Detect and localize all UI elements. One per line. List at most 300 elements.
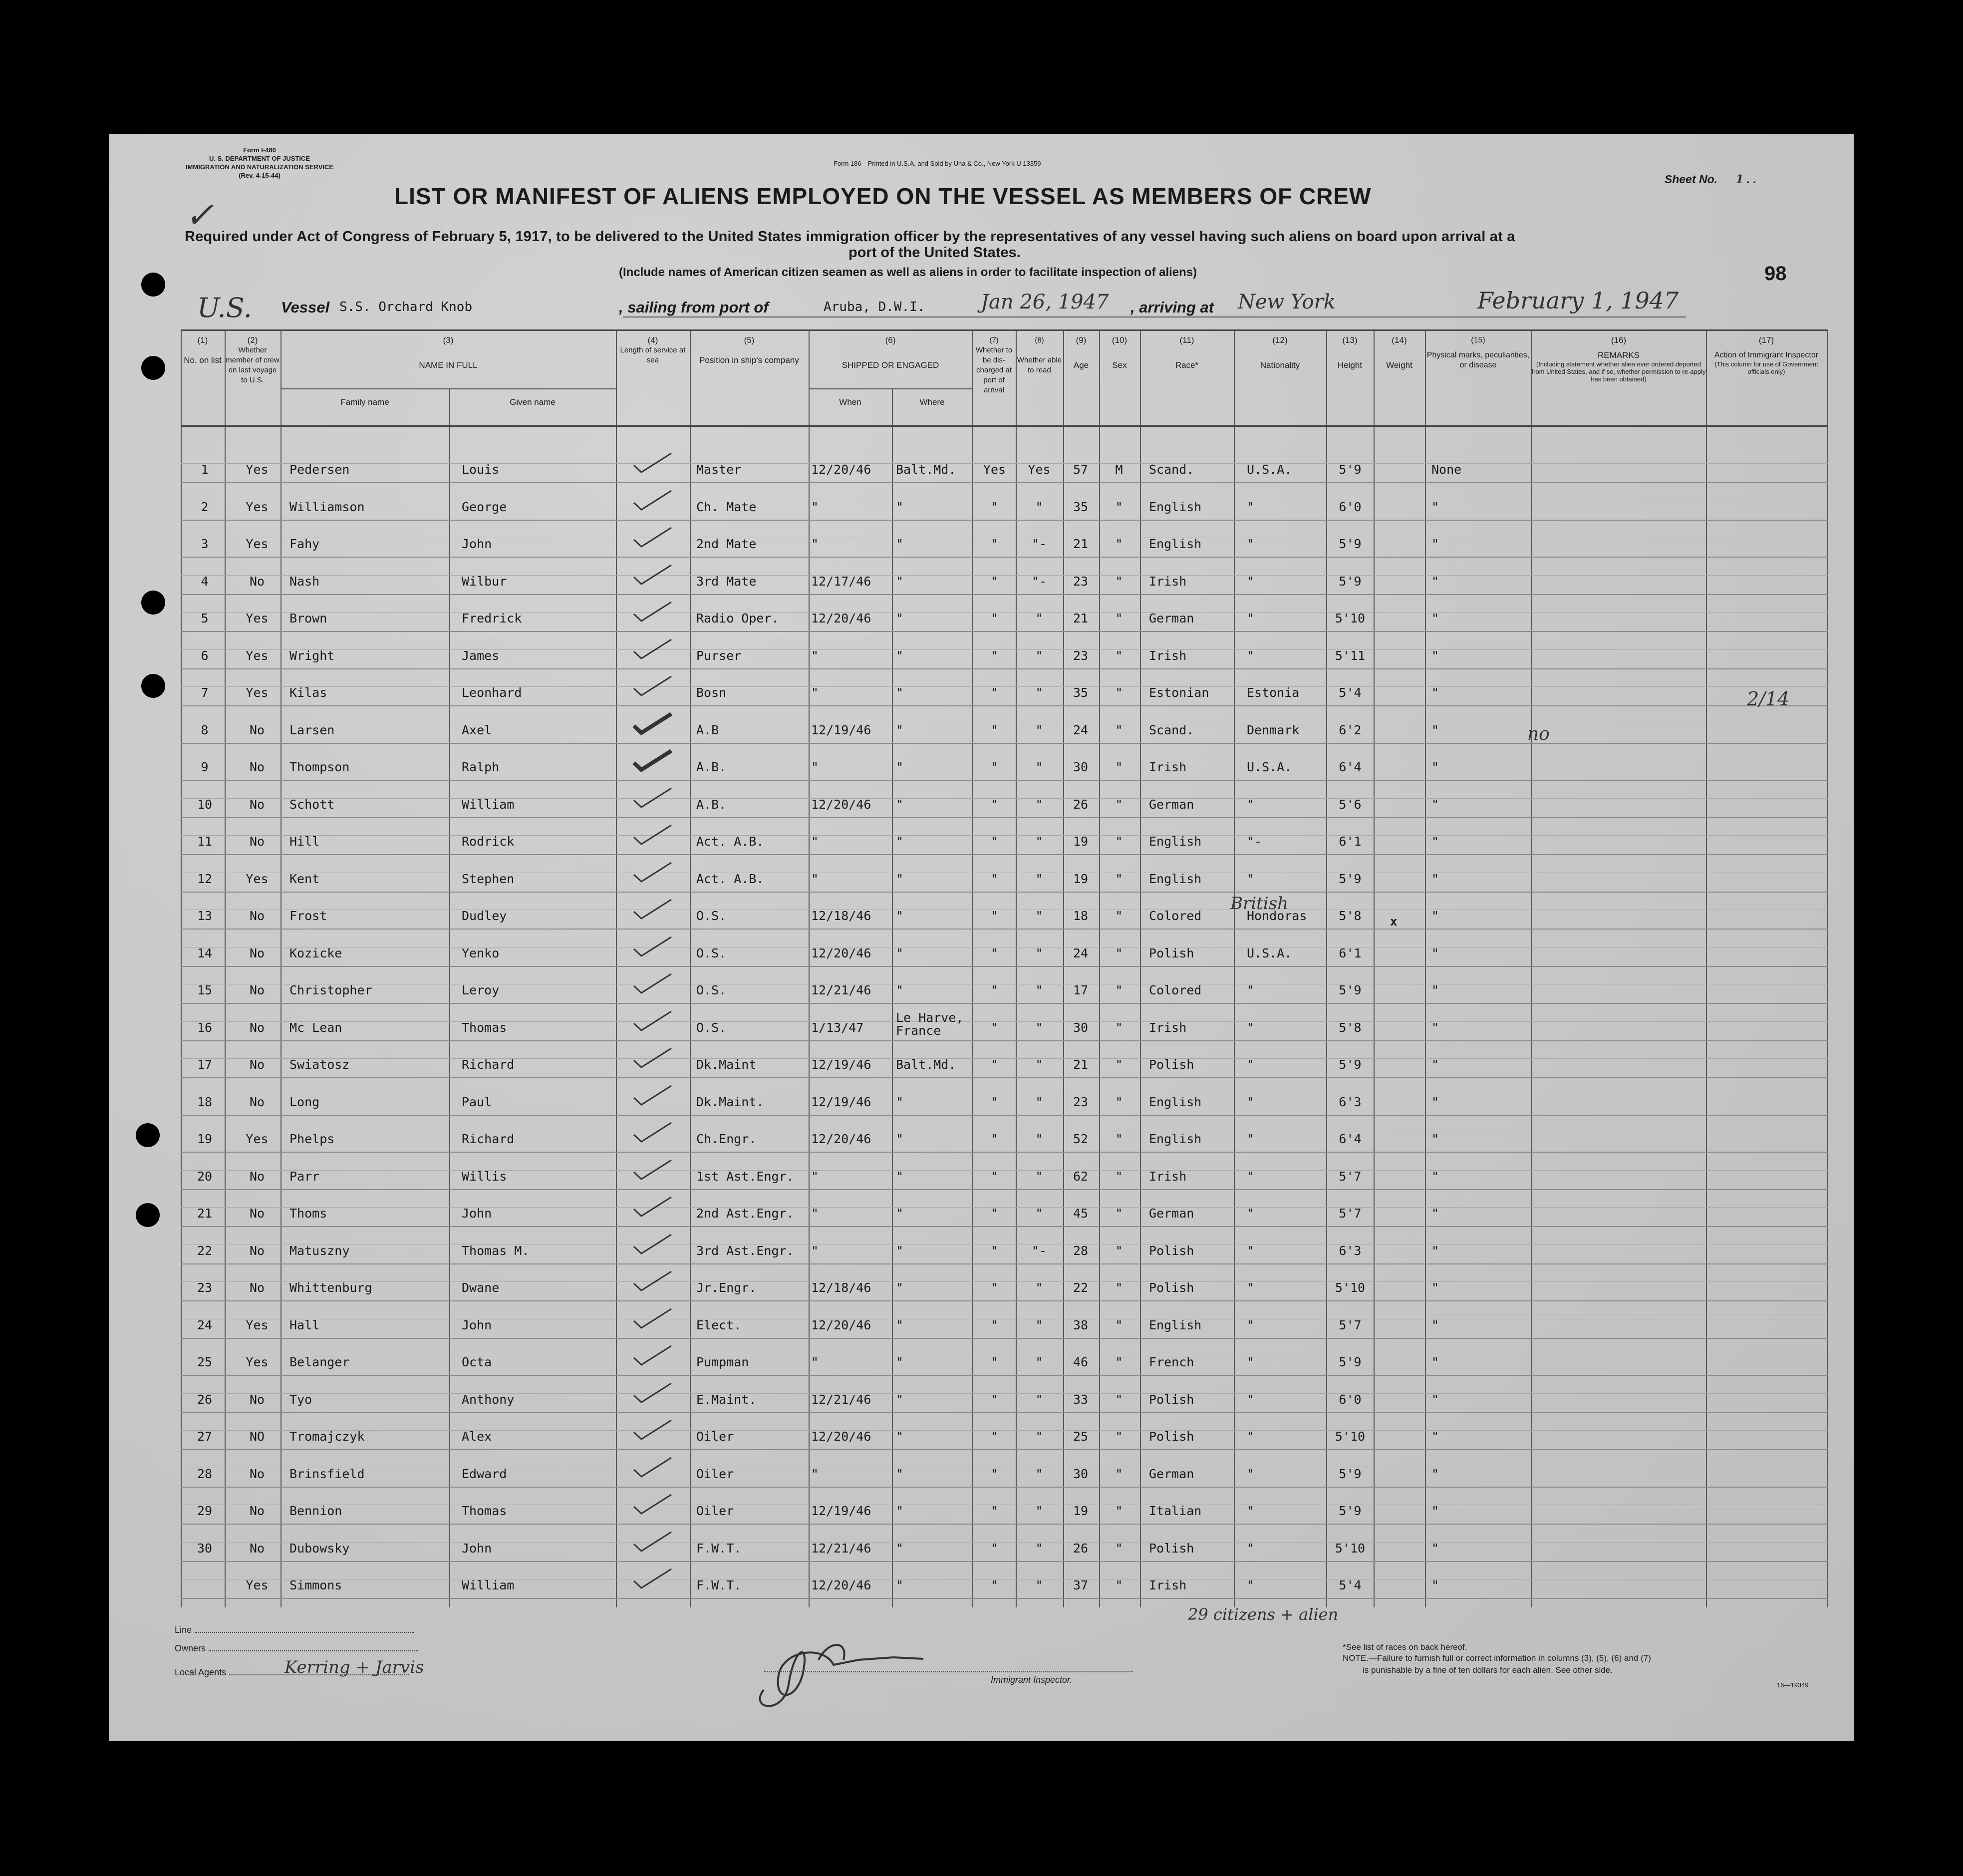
cell-age: 23 bbox=[1073, 1094, 1089, 1109]
cell-where: " bbox=[896, 834, 904, 849]
cell-height: 6'2 bbox=[1339, 722, 1362, 737]
cell-no: 12 bbox=[197, 871, 213, 886]
cell-given: Fredrick bbox=[462, 611, 522, 625]
service-check-icon bbox=[631, 1343, 676, 1368]
cell-no: 2 bbox=[201, 499, 209, 514]
cell-family: Tromajczyk bbox=[289, 1429, 365, 1444]
cell-nat: " bbox=[1247, 1578, 1255, 1592]
cell-position: Oiler bbox=[696, 1429, 734, 1444]
cell-nat: U.S.A. bbox=[1247, 945, 1292, 960]
cell-given: John bbox=[462, 1317, 492, 1332]
col-header-17: (17) Action of Immigrant Inspector (This column for use of Government officials only) bbox=[1714, 335, 1819, 375]
cell-race: English bbox=[1149, 871, 1202, 886]
cell-prev: Yes bbox=[246, 1355, 269, 1369]
cell-prev: Yes bbox=[246, 611, 269, 625]
service-check-icon bbox=[631, 971, 676, 996]
cell-given: Axel bbox=[462, 722, 492, 737]
sailing-label: , sailing from port of bbox=[619, 299, 769, 316]
cell-position: F.W.T. bbox=[696, 1578, 742, 1592]
cell-sex: M bbox=[1115, 462, 1123, 477]
cell-race: German bbox=[1149, 611, 1194, 625]
service-check-icon bbox=[631, 1045, 676, 1070]
cell-when: 12/20/46 bbox=[811, 1578, 871, 1592]
cell-where: " bbox=[896, 1132, 904, 1146]
cell-nat: " bbox=[1247, 1169, 1255, 1184]
cell-given: James bbox=[462, 648, 500, 663]
cell-family: Pedersen bbox=[289, 462, 350, 477]
cell-family: Bennion bbox=[289, 1504, 342, 1518]
cell-where: " bbox=[896, 983, 904, 997]
cell-no: 20 bbox=[197, 1169, 213, 1184]
cell-read: " bbox=[1035, 611, 1043, 625]
cell-when: 12/20/46 bbox=[811, 611, 871, 625]
cell-position: Ch. Mate bbox=[696, 499, 757, 514]
col-header-given: Given name bbox=[510, 397, 556, 407]
cell-where: " bbox=[896, 1243, 904, 1258]
cell-read: " bbox=[1035, 1429, 1043, 1444]
cell-no: 4 bbox=[201, 574, 209, 589]
cell-read: " bbox=[1035, 499, 1043, 514]
cell-when: 12/19/46 bbox=[811, 1094, 871, 1109]
cell-dis: " bbox=[990, 983, 999, 997]
cell-marks: " bbox=[1431, 797, 1439, 812]
cell-nat: " bbox=[1247, 537, 1255, 551]
cell-dis: " bbox=[990, 1541, 999, 1556]
cell-given: Thomas M. bbox=[462, 1243, 530, 1258]
cell-dis: " bbox=[990, 1057, 999, 1072]
cell-no: 11 bbox=[197, 834, 213, 849]
cell-family: Christopher bbox=[289, 983, 372, 997]
cell-race: English bbox=[1149, 499, 1202, 514]
cell-dis: " bbox=[990, 1094, 999, 1109]
cell-family: Simmons bbox=[289, 1578, 342, 1592]
cell-height: 6'0 bbox=[1339, 1392, 1362, 1407]
cell-marks: " bbox=[1431, 760, 1439, 774]
crew-table bbox=[181, 329, 1828, 1602]
cell-marks: " bbox=[1431, 1020, 1439, 1035]
see-list-note: *See list of races on back hereof. bbox=[1343, 1642, 1467, 1652]
cell-given: Paul bbox=[462, 1094, 492, 1109]
cell-sex: " bbox=[1115, 611, 1123, 625]
cell-given: Leonhard bbox=[462, 685, 522, 700]
cell-age: 17 bbox=[1073, 983, 1089, 997]
cell-marks: " bbox=[1431, 722, 1439, 737]
cell-nat: " bbox=[1247, 797, 1255, 812]
cell-height: 5'9 bbox=[1339, 537, 1362, 551]
cell-dis: " bbox=[990, 1355, 999, 1369]
cell-height: 5'11 bbox=[1335, 648, 1366, 663]
cell-read: " bbox=[1035, 1355, 1043, 1369]
cell-no: 17 bbox=[197, 1057, 213, 1072]
service-check-icon bbox=[631, 1529, 676, 1554]
cell-family: Hall bbox=[289, 1317, 320, 1332]
cell-nat: " bbox=[1247, 1057, 1255, 1072]
cell-given: Louis bbox=[462, 462, 500, 477]
cell-given: Wilbur bbox=[462, 574, 507, 589]
cell-family: Frost bbox=[289, 909, 327, 923]
handwritten-british: British bbox=[1230, 894, 1288, 914]
cell-race: Estonian bbox=[1149, 685, 1209, 700]
fine-note-2: is punishable by a fine of ten dollars for each alien. See other side. bbox=[1363, 1665, 1613, 1675]
cell-race: Irish bbox=[1149, 760, 1187, 774]
cell-where: " bbox=[896, 797, 904, 812]
cell-marks: " bbox=[1431, 499, 1439, 514]
cell-race: Irish bbox=[1149, 1169, 1187, 1184]
cell-given: Stephen bbox=[462, 871, 515, 886]
cell-when: " bbox=[811, 1466, 819, 1481]
form-number: Form I-480 bbox=[243, 146, 276, 154]
cell-given: John bbox=[462, 537, 492, 551]
cell-prev: Yes bbox=[246, 648, 269, 663]
col-header-12: (12) Nationality bbox=[1260, 335, 1300, 370]
cell-position: Ch.Engr. bbox=[696, 1132, 757, 1146]
service-check-icon bbox=[631, 636, 676, 661]
cell-sex: " bbox=[1115, 909, 1123, 923]
cell-age: 35 bbox=[1073, 685, 1089, 700]
cell-family: Belanger bbox=[289, 1355, 350, 1369]
cell-no: 13 bbox=[197, 909, 213, 923]
service-check-icon bbox=[631, 450, 676, 475]
cell-sex: " bbox=[1115, 1280, 1123, 1295]
cell-dis: " bbox=[990, 909, 999, 923]
cell-nat: " bbox=[1247, 983, 1255, 997]
cell-prev: Yes bbox=[246, 1132, 269, 1146]
cell-marks: " bbox=[1431, 1057, 1439, 1072]
cell-when: " bbox=[811, 1206, 819, 1221]
cell-position: Dk.Maint. bbox=[696, 1094, 764, 1109]
cell-race: Irish bbox=[1149, 1020, 1187, 1035]
cell-read: " bbox=[1035, 648, 1043, 663]
cell-family: Brown bbox=[289, 611, 327, 625]
cell-no: 5 bbox=[201, 611, 209, 625]
cell-no: 27 bbox=[197, 1429, 213, 1444]
cell-dis: " bbox=[990, 1504, 999, 1518]
agents-field: Local Agents bbox=[175, 1667, 409, 1678]
cell-sex: " bbox=[1115, 1317, 1123, 1332]
cell-nat: " bbox=[1247, 574, 1255, 589]
cell-dis: " bbox=[990, 797, 999, 812]
cell-when: " bbox=[811, 1169, 819, 1184]
col-header-14: (14) Weight bbox=[1386, 335, 1412, 370]
cell-read: " bbox=[1035, 945, 1043, 960]
cell-marks: " bbox=[1431, 611, 1439, 625]
cell-position: A.B bbox=[696, 722, 719, 737]
cell-family: Schott bbox=[289, 797, 335, 812]
col-header-5: (5) Position in ship's company bbox=[699, 335, 799, 365]
cell-prev: No bbox=[249, 1466, 265, 1481]
cell-no: 29 bbox=[197, 1504, 213, 1518]
cell-where: " bbox=[896, 1504, 904, 1518]
cell-position: Bosn bbox=[696, 685, 727, 700]
col-header-3: (3) NAME IN FULL bbox=[419, 335, 478, 370]
cell-when: " bbox=[811, 760, 819, 774]
punch-hole bbox=[141, 273, 165, 297]
cell-nat: " bbox=[1247, 1504, 1255, 1518]
cell-sex: " bbox=[1115, 1132, 1123, 1146]
cell-sex: " bbox=[1115, 1020, 1123, 1035]
col-header-11: (11) Race* bbox=[1175, 335, 1199, 370]
cell-marks: " bbox=[1431, 909, 1439, 923]
cell-marks: " bbox=[1431, 685, 1439, 700]
cell-given: Leroy bbox=[462, 983, 500, 997]
cell-marks: " bbox=[1431, 1466, 1439, 1481]
cell-read: " bbox=[1035, 983, 1043, 997]
cell-prev: No bbox=[249, 1280, 265, 1295]
cell-height: 5'7 bbox=[1339, 1317, 1362, 1332]
cell-height: 6'3 bbox=[1339, 1243, 1362, 1258]
cell-marks: None bbox=[1431, 462, 1462, 477]
cell-sex: " bbox=[1115, 499, 1123, 514]
cell-height: 5'9 bbox=[1339, 1355, 1362, 1369]
cell-race: Scand. bbox=[1149, 462, 1194, 477]
cell-prev: No bbox=[249, 945, 265, 960]
cell-age: 21 bbox=[1073, 1057, 1089, 1072]
cell-height: 5'4 bbox=[1339, 1578, 1362, 1592]
cell-family: Fahy bbox=[289, 537, 320, 551]
cell-nat: " bbox=[1247, 1392, 1255, 1407]
cell-nat: U.S.A. bbox=[1247, 462, 1292, 477]
cell-age: 23 bbox=[1073, 574, 1089, 589]
cell-when: 12/18/46 bbox=[811, 1280, 871, 1295]
cell-read: " bbox=[1035, 1057, 1043, 1072]
cell-when: " bbox=[811, 499, 819, 514]
cell-position: Act. A.B. bbox=[696, 834, 764, 849]
cell-where: Balt.Md. bbox=[896, 462, 956, 477]
cell-position: O.S. bbox=[696, 1020, 727, 1035]
fine-note-1: NOTE.—Failure to furnish full or correct information in columns (3), (5), (6) and (7) bbox=[1343, 1653, 1651, 1663]
cell-race: Italian bbox=[1149, 1504, 1202, 1518]
cell-prev: Yes bbox=[246, 1578, 269, 1592]
cell-sex: " bbox=[1115, 834, 1123, 849]
service-check-icon bbox=[631, 1492, 676, 1517]
cell-read: " bbox=[1035, 871, 1043, 886]
cell-prev: No bbox=[249, 1541, 265, 1556]
cell-sex: " bbox=[1115, 1206, 1123, 1221]
cell-no: 25 bbox=[197, 1355, 213, 1369]
cell-race: German bbox=[1149, 797, 1194, 812]
cell-dis: " bbox=[990, 760, 999, 774]
cell-when: " bbox=[811, 537, 819, 551]
cell-read: " bbox=[1035, 1094, 1043, 1109]
cell-race: Polish bbox=[1149, 1541, 1194, 1556]
cell-prev: No bbox=[249, 983, 265, 997]
cell-when: 12/19/46 bbox=[811, 1057, 871, 1072]
service-check-icon bbox=[631, 1083, 676, 1108]
printer-line: Form 186—Printed in U.S.A. and Sold by Una & Co., New York U 13359 bbox=[834, 160, 1041, 167]
cell-height: 5'9 bbox=[1339, 1057, 1362, 1072]
cell-given: Richard bbox=[462, 1057, 515, 1072]
cell-when: " bbox=[811, 1355, 819, 1369]
cell-age: 62 bbox=[1073, 1169, 1089, 1184]
cell-no: 22 bbox=[197, 1243, 213, 1258]
cell-given: William bbox=[462, 797, 515, 812]
cell-marks: " bbox=[1431, 1243, 1439, 1258]
cell-age: 23 bbox=[1073, 648, 1089, 663]
cell-race: Polish bbox=[1149, 1057, 1194, 1072]
cell-nat: Estonia bbox=[1247, 685, 1300, 700]
cell-marks: " bbox=[1431, 871, 1439, 886]
cell-position: Pumpman bbox=[696, 1355, 749, 1369]
cell-position: Jr.Engr. bbox=[696, 1280, 757, 1295]
cell-no: 1 bbox=[201, 462, 209, 477]
sheet-number: Sheet No. 1 . . bbox=[1665, 173, 1757, 186]
service-check-icon bbox=[631, 1008, 676, 1033]
cell-where: " bbox=[896, 1169, 904, 1184]
cell-age: 52 bbox=[1073, 1132, 1089, 1146]
cell-family: Kent bbox=[289, 871, 320, 886]
cell-prev: No bbox=[249, 760, 265, 774]
cell-marks: " bbox=[1431, 1280, 1439, 1295]
cell-read: " bbox=[1035, 797, 1043, 812]
cell-where: " bbox=[896, 537, 904, 551]
cell-height: 5'4 bbox=[1339, 685, 1362, 700]
cell-age: 21 bbox=[1073, 611, 1089, 625]
cell-read: "- bbox=[1031, 537, 1047, 551]
cell-age: 19 bbox=[1073, 1504, 1089, 1518]
service-check-icon bbox=[631, 599, 676, 624]
cell-family: Larsen bbox=[289, 722, 335, 737]
cell-when: 12/21/46 bbox=[811, 983, 871, 997]
cell-sex: " bbox=[1115, 1355, 1123, 1369]
cell-nat: " bbox=[1247, 1243, 1255, 1258]
cell-where: " bbox=[896, 1541, 904, 1556]
cell-dis: " bbox=[990, 834, 999, 849]
cell-position: Dk.Maint bbox=[696, 1057, 757, 1072]
cell-position: Elect. bbox=[696, 1317, 742, 1332]
cell-marks: " bbox=[1431, 648, 1439, 663]
cell-age: 25 bbox=[1073, 1429, 1089, 1444]
service-name: IMMIGRATION AND NATURALIZATION SERVICE bbox=[185, 163, 334, 171]
cell-height: 5'9 bbox=[1339, 983, 1362, 997]
cell-when: " bbox=[811, 1243, 819, 1258]
cell-read: "- bbox=[1031, 574, 1047, 589]
cell-position: E.Maint. bbox=[696, 1392, 757, 1407]
cell-sex: " bbox=[1115, 1578, 1123, 1592]
cell-family: Parr bbox=[289, 1169, 320, 1184]
cell-nat: " bbox=[1247, 1094, 1255, 1109]
cell-when: 12/19/46 bbox=[811, 1504, 871, 1518]
cell-given: Willis bbox=[462, 1169, 507, 1184]
cell-position: O.S. bbox=[696, 945, 727, 960]
cell-dis: " bbox=[990, 722, 999, 737]
cell-age: 45 bbox=[1073, 1206, 1089, 1221]
inspector-label: Immigrant Inspector. bbox=[991, 1675, 1073, 1685]
cell-prev: No bbox=[249, 834, 265, 849]
agents-value: Kerring + Jarvis bbox=[284, 1657, 424, 1677]
service-check-icon bbox=[631, 1120, 676, 1145]
cell-given: Ralph bbox=[462, 760, 500, 774]
cell-read: " bbox=[1035, 1504, 1043, 1518]
cell-position: F.W.T. bbox=[696, 1541, 742, 1556]
cell-age: 21 bbox=[1073, 537, 1089, 551]
arrival-date: February 1, 1947 bbox=[1477, 287, 1679, 314]
cell-no: 10 bbox=[197, 797, 213, 812]
cell-no: 28 bbox=[197, 1466, 213, 1481]
service-check-icon bbox=[631, 1157, 676, 1182]
cell-family: Williamson bbox=[289, 499, 365, 514]
required-notice-2: port of the United States. bbox=[848, 245, 1021, 261]
cell-read: " bbox=[1035, 1280, 1043, 1295]
cell-when: " bbox=[811, 648, 819, 663]
service-check-icon bbox=[631, 562, 676, 587]
cell-when: 12/20/46 bbox=[811, 945, 871, 960]
cell-marks: " bbox=[1431, 1355, 1439, 1369]
cell-dis: " bbox=[990, 611, 999, 625]
cell-read: " bbox=[1035, 1578, 1043, 1592]
cell-nat: " bbox=[1247, 499, 1255, 514]
cell-family: Brinsfield bbox=[289, 1466, 365, 1481]
cell-prev: No bbox=[249, 797, 265, 812]
cell-height: 5'9 bbox=[1339, 1466, 1362, 1481]
cell-no: 23 bbox=[197, 1280, 213, 1295]
voyage-underline bbox=[623, 316, 1686, 317]
cell-race: Colored bbox=[1149, 909, 1202, 923]
cell-height: 5'9 bbox=[1339, 462, 1362, 477]
cell-no: 3 bbox=[201, 537, 209, 551]
cell-dis: " bbox=[990, 1578, 999, 1592]
cell-read: " bbox=[1035, 1132, 1043, 1146]
cell-no: 14 bbox=[197, 945, 213, 960]
cell-given: George bbox=[462, 499, 507, 514]
cell-family: Matuszny bbox=[289, 1243, 350, 1258]
cell-dis: Yes bbox=[983, 462, 1006, 477]
cell-family: Phelps bbox=[289, 1132, 335, 1146]
cell-prev: No bbox=[249, 1504, 265, 1518]
service-check-icon bbox=[631, 488, 676, 513]
punch-hole bbox=[136, 1123, 160, 1147]
service-check-icon bbox=[631, 1194, 676, 1219]
handwritten-remark-7: 2/14 bbox=[1747, 688, 1790, 710]
punch-hole bbox=[141, 591, 165, 615]
col-header-when: When bbox=[839, 397, 861, 407]
cell-race: German bbox=[1149, 1466, 1194, 1481]
cell-race: English bbox=[1149, 1132, 1202, 1146]
cell-family: Thompson bbox=[289, 760, 350, 774]
cell-given: John bbox=[462, 1541, 492, 1556]
cell-no: 30 bbox=[197, 1541, 213, 1556]
cell-sex: " bbox=[1115, 1057, 1123, 1072]
cell-prev: Yes bbox=[246, 537, 269, 551]
cell-prev: Yes bbox=[246, 1317, 269, 1332]
cell-where: " bbox=[896, 1578, 904, 1592]
cell-position: 2nd Ast.Engr. bbox=[696, 1206, 794, 1221]
cell-position: 2nd Mate bbox=[696, 537, 757, 551]
col-header-8: (8) Whether able to read bbox=[1017, 336, 1062, 374]
cell-prev: No bbox=[249, 1057, 265, 1072]
cell-race: Irish bbox=[1149, 648, 1187, 663]
cell-position: 3rd Mate bbox=[696, 574, 757, 589]
cell-where: " bbox=[896, 760, 904, 774]
cell-age: 26 bbox=[1073, 1541, 1089, 1556]
service-check-icon bbox=[631, 1380, 676, 1405]
cell-family: Long bbox=[289, 1094, 320, 1109]
cell-dis: " bbox=[990, 1243, 999, 1258]
col-header-1: (1) No. on list bbox=[184, 335, 222, 365]
service-check-icon bbox=[631, 897, 676, 922]
cell-position: O.S. bbox=[696, 909, 727, 923]
cell-where: " bbox=[896, 1317, 904, 1332]
cell-prev: No bbox=[249, 1169, 265, 1184]
cell-no: 26 bbox=[197, 1392, 213, 1407]
cell-when: 12/19/46 bbox=[811, 722, 871, 737]
cell-prev: No bbox=[249, 1392, 265, 1407]
cell-where: " bbox=[896, 611, 904, 625]
handwritten-remark-8: no bbox=[1527, 724, 1550, 744]
cell-height: 6'1 bbox=[1339, 945, 1362, 960]
cell-family: Thoms bbox=[289, 1206, 327, 1221]
cell-marks: " bbox=[1431, 1206, 1439, 1221]
form-id-block bbox=[180, 146, 339, 180]
